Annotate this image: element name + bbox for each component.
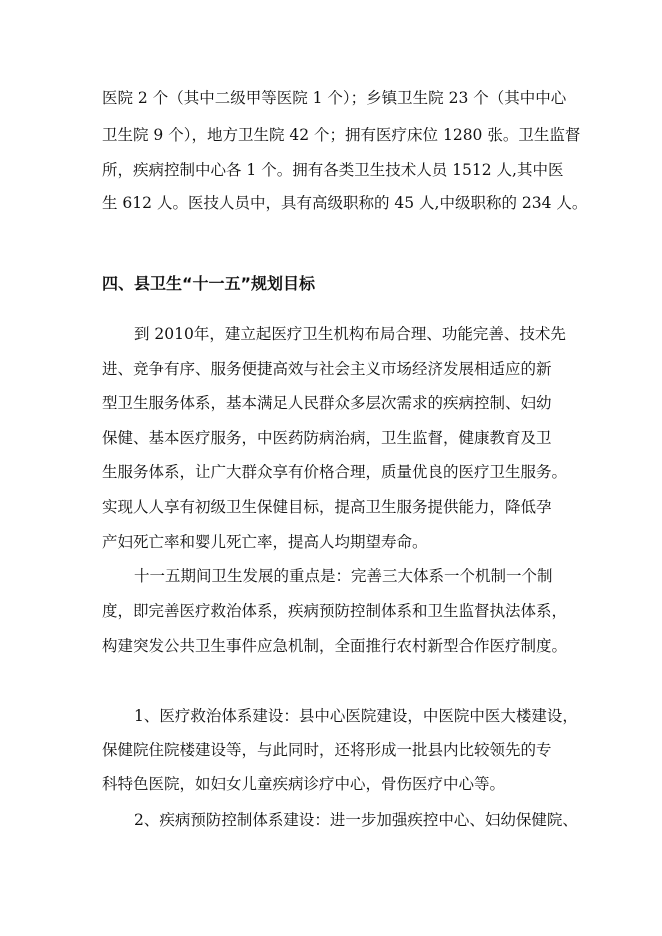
text-line: 保健、基本医疗服务，中医药防病治病，卫生监督，健康教育及卫: [102, 429, 552, 447]
text-line: 医院 2 个（其中二级甲等医院 1 个）；乡镇卫生院 23 个（其中中心: [102, 89, 567, 107]
section-heading: 四、县卫生“十一五”规划目标: [102, 274, 316, 293]
text-line: 1、医疗救治体系建设：县中心医院建设，中医院中医大楼建设，: [134, 707, 578, 725]
text-line: 生 612 人。医技人员中，具有高级职称的 45 人,中级职称的 234 人。: [102, 194, 588, 212]
text-line: 保健院住院楼建设等，与此同时，还将形成一批县内比较领先的专: [102, 741, 552, 759]
text-line: 2、疾病预防控制体系建设：进一步加强疾控中心、妇幼保健院、: [134, 811, 578, 829]
text-line: 实现人人享有初级卫生保健目标，提高卫生服务提供能力，降低孕: [102, 498, 552, 516]
text-line: 卫生院 9 个），地方卫生院 42 个；拥有医疗床位 1280 张。卫生监督: [102, 126, 581, 144]
text-line: 度，即完善医疗救治体系，疾病预防控制体系和卫生监督执法体系，: [102, 602, 568, 620]
text-line: 构建突发公共卫生事件应急机制，全面推行农村新型合作医疗制度。: [102, 637, 568, 655]
text-line: 科特色医院，如妇女儿童疾病诊疗中心，骨伤医疗中心等。: [102, 775, 506, 793]
text-line: 产妇死亡率和婴儿死亡率，提高人均期望寿命。: [102, 533, 428, 551]
text-line: 十一五期间卫生发展的重点是：完善三大体系一个机制一个制: [134, 567, 553, 585]
text-line: 型卫生服务体系，基本满足人民群众多层次需求的疾病控制、妇幼: [102, 394, 552, 412]
text-line: 生服务体系，让广大群众享有价格合理，质量优良的医疗卫生服务。: [102, 463, 568, 481]
text-line: 到 2010年，建立起医疗卫生机构布局合理、功能完善、技术先: [134, 325, 566, 343]
text-line: 所，疾病控制中心各 1 个。拥有各类卫生技术人员 1512 人,其中医: [102, 161, 564, 179]
text-line: 进、竞争有序、服务便捷高效与社会主义市场经济发展相适应的新: [102, 360, 552, 378]
